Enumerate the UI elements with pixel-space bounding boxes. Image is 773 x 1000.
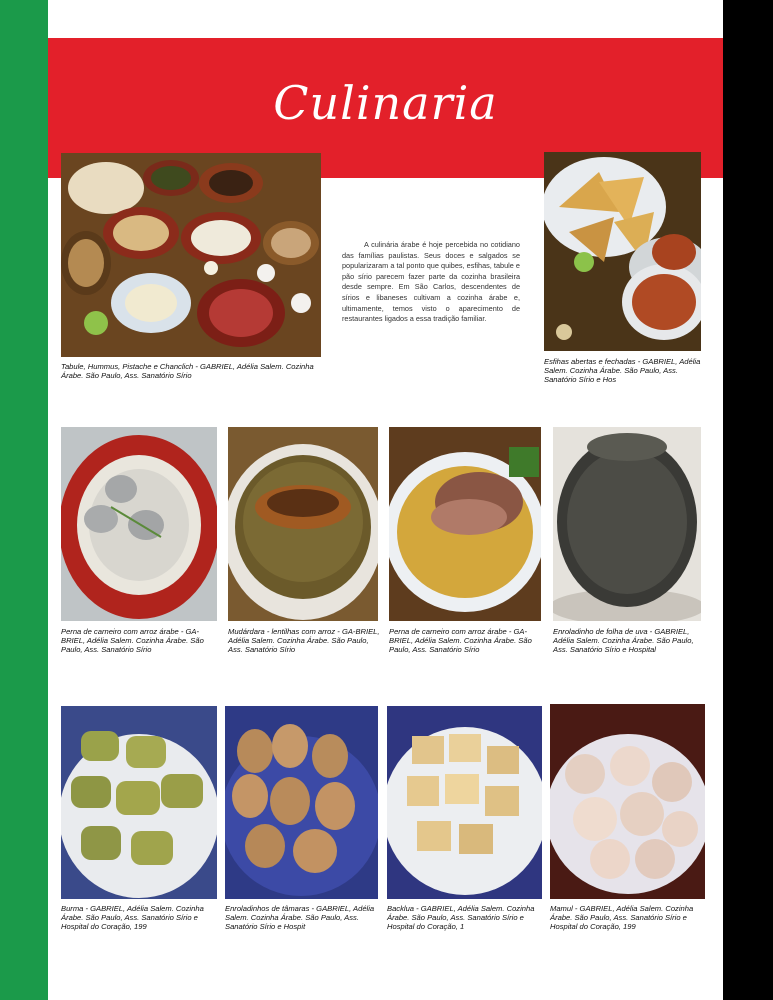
photo-mamul (550, 704, 705, 899)
caption-row2-4: Mamul - GABRIEL, Adélia Salem. Cozinha Árabe. São Paulo, Ass. Sanatório Sírio e Hospital do Coração, 199 (550, 904, 694, 931)
page-title: Culinaria (273, 76, 498, 130)
photo-backlua (387, 706, 542, 899)
photo-perna-carneiro-2 (389, 427, 541, 621)
intro-paragraph: A culinária árabe é hoje percebida no cotidiano das famílias paulistas. Seus doces e salgados se popularizaram a tal ponto que quibes, esfihas, tabule e pão sírio parecem fazer parte da cozinha brasileira desde sempre. Em São Carlos, descendentes de sírios e libaneses cultivam a cozinha árabe e, ultimamente, temos visto o aparecimento de restaurantes ligados a essa tradição familiar. (342, 240, 520, 324)
caption-row2-3: Backlua - GABRIEL, Adélia Salem. Cozinha Árabe. São Paulo, Ass. Sanatório Sírio e Hospital do Coração, 1 (387, 904, 535, 931)
caption-esfihas: Esfihas abertas e fechadas - GABRIEL, Adélia Salem. Cozinha Árabe. São Paulo, Ass. Sanatório Sírio e Hos (544, 357, 701, 384)
caption-row1-3: Perna de carneiro com arroz árabe - GA-BRIEL, Adélia Salem. Cozinha Árabe. São Paulo, Ass. Sanatório Sírio (389, 627, 532, 654)
photo-mudardara (228, 427, 378, 621)
black-side-stripe (723, 0, 773, 1000)
green-side-stripe (0, 0, 48, 1000)
caption-row1-1: Perna de carneiro com arroz árabe - GA-BRIEL, Adélia Salem. Cozinha Árabe. São Paulo, Ass. Sanatório Sírio (61, 627, 204, 654)
caption-tabule-hummus: Tabule, Hummus, Pistache e Chanclich - GABRIEL, Adélia Salem. Cozinha Árabe. São Paulo, Ass. Sanatório Sírio (61, 362, 314, 380)
caption-row2-2: Enroladinhos de tâmaras - GABRIEL, Adélia Salem. Cozinha Árabe. São Paulo, Ass. Sanatório Sírio e Hospit (225, 904, 375, 931)
photo-esfihas (544, 152, 701, 351)
caption-row1-2: Mudárdara - lentilhas com arroz - GA-BRIEL, Adélia Salem. Cozinha Árabe. São Paulo, Ass. Sanatório Sírio (228, 627, 380, 654)
photo-tabule-hummus (61, 153, 321, 357)
caption-row1-4: Enroladinho de folha de uva - GABRIEL, Adélia Salem. Cozinha Árabe. São Paulo, Ass. Sanatório Sírio e Hospital (553, 627, 694, 654)
photo-burma (61, 706, 217, 899)
photo-enroladinho-uva (553, 427, 701, 621)
photo-perna-carneiro-1 (61, 427, 217, 621)
photo-enroladinhos-tamaras (225, 706, 378, 899)
caption-row2-1: Burma - GABRIEL, Adélia Salem. Cozinha Árabe. São Paulo, Ass. Sanatório Sírio e Hospital do Coração, 199 (61, 904, 204, 931)
